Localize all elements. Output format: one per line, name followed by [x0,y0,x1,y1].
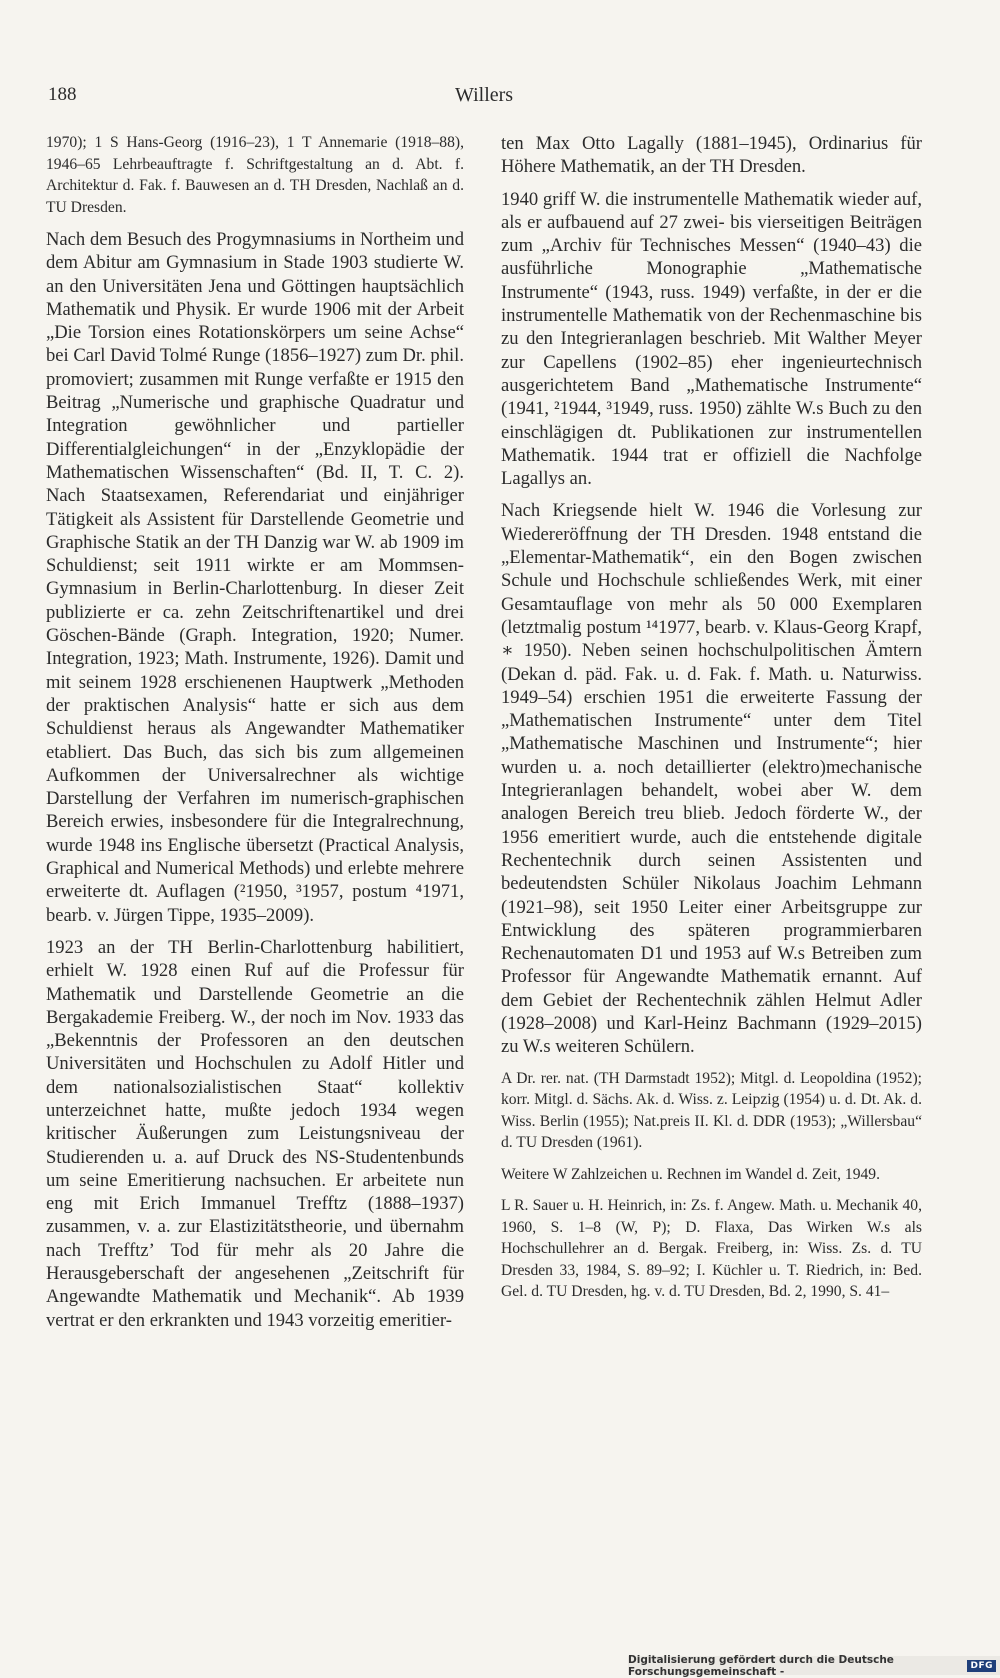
paragraph: Nach dem Besuch des Progymnasiums in Northeim und dem Abitur am Gymnasium in Stade 1903 studierte W. an den Universitäten Jena und Göttingen hauptsächlich Mathematik und Physik. Er wurde 1906 mit der Arbeit „Die Torsion eines Rotationskörpers um seine Achse“ bei Carl David Tolmé Runge (1856–1927) zum Dr. phil. promoviert; zusammen mit Runge verfaßte er 1915 den Beitrag „Numerische und graphische Quadratur und Integration gewöhnlicher und partieller Differentialgleichungen“ in der „Enzyklopädie der Mathematischen Wissenschaften“ (Bd. II, T. C. 2). Nach Staatsexamen, Referendariat und einjähriger Tätigkeit als Assistent für Darstellende Geometrie und Graphische Statik an der TH Danzig war W. ab 1909 im Schuldienst; seit 1911 wirkte er am Mommsen-Gymnasium in Berlin-Charlottenburg. In dieser Zeit publizierte er ca. zehn Zeitschriftenartikel und drei Göschen-Bände (Graph. Integration, 1920; Numer. Integration, 1923; Math. Instrumente, 1926). Damit und mit seinem 1928 erschienenen Hauptwerk „Methoden der praktischen Analysis“ hatte er sich aus dem Schuldienst heraus als Angewandter Mathematiker etabliert. Das Buch, das sich bis zum allgemeinen Aufkommen der Universalrechner als wichtige Darstellung der Verfahren im numerisch-graphischen Bereich erwies, insbesondere für die Integralrechnung, wurde 1948 ins Englische übersetzt (Practical Analysis, Graphical and Numerical Methods) und erlebte mehrere erweiterte dt. Auflagen (²1950, ³1957, postum ⁴1971, bearb. v. Jürgen Tippe, 1935–2009). [46,229,464,926]
right-column [501,132,922,1313]
page-number: 188 [48,84,77,105]
further-works-note: Weitere W Zahlzeichen u. Rechnen im Wandel d. Zeit, 1949. [501,1165,880,1183]
paragraph: 1970); 1 S Hans-Georg (1916–23), 1 T Annemarie (1918–88), 1946–65 Lehrbeauftragte f. Schriftgestaltung an d. Abt. f. Architektur d. Fak. f. Bauwesen an d. TH Dresden, Nachlaß an d. TU Dresden. [46,134,464,216]
paragraph: 1940 griff W. die instrumentelle Mathematik wieder auf, als er aufbauend auf 27 zwei- bis vierseitigen Beiträgen zum „Archiv für Technisches Messen“ (1940–43) die ausführliche Monographie „Mathematische Instrumente“ (1943, russ. 1949) verfaßte, in der er die instrumentelle Mathematik von der Rechenmaschine bis zu den Integrieranlagen beschrieb. Mit Walther Meyer zur Capellens (1902–85) eher ingenieurtechnisch ausgerichtetem Band „Mathematische Instrumente“ (1941, ²1944, ³1949, russ. 1950) zählte W.s Buch zu den einschlägigen dt. Publikationen zur instrumentellen Mathematik. 1944 trat er offiziell die Nachfolge Lagallys an. [501,188,922,490]
paragraph: Nach Kriegsende hielt W. 1946 die Vorlesung zur Wiedereröffnung der TH Dresden. 1948 entstand die „Elementar-Mathematik“, ein den Bogen zwischen Schule und Hochschule schließendes Werk, mit einer Gesamtauflage von mehr als 50 000 Exemplaren (letztmalig postum ¹⁴1977, bearb. v. Klaus-Georg Krapf, ∗ 1950). Neben seinen hochschulpolitischen Ämtern (Dekan d. päd. Fak. u. d. Fak. f. Math. u. Naturwiss. 1949–54) erschien 1951 die erweiterte Fassung der „Mathematischen Instrumente“ unter dem Titel „Mathematische Maschinen und Instrumente“; hier wurden u. a. noch detaillierter (elektro)mechanische Integrieranlagen behandelt, wobei aber W. dem analogen Bereich treu blieb. Jedoch förderte W., der 1956 emeritiert wurde, auch die entstehende digitale Rechentechnik durch seinen Assistenten und bedeutendsten Schüler Nikolaus Joachim Lehmann (1921–98), seit 1950 Leiter einer Arbeitsgruppe zur Entwicklung des späteren programmierbaren Rechenautomaten D1 und 1953 auf W.s Betreiben zum Professor für Angewandte Mathematik ernannt. Auf dem Gebiet der Rechentechnik zählen Helmut Adler (1928–2008) und Karl-Heinz Bachmann (1929–2015) zu W.s weiteren Schülern. [501,500,922,1058]
paragraph: 1923 an der TH Berlin-Charlottenburg habilitiert, erhielt W. 1928 einen Ruf auf die Professur für Mathematik und Darstellende Geometrie an die Bergakademie Freiberg. W., der noch im Nov. 1933 das „Bekenntnis der Professoren an den deutschen Universitäten und Hochschulen zu Adolf Hitler und dem nationalsozialistischen Staat“ kollektiv unterzeichnet hatte, mußte jedoch 1934 wegen kritischer Äußerungen zum Leistungsniveau der Studierenden u. a. auf Druck des NS-Studentenbunds um seine Emeritierung nachsuchen. Er arbeitete nun eng mit Erich Immanuel Trefftz (1888–1937) zusammen, v. a. zur Elastizitätstheorie, und übernahm nach Trefftz’ Tod für mehr als 20 Jahre die Herausgeberschaft der angesehenen „Zeitschrift für Angewandte Mathematik und Mechanik“. Ab 1939 vertrat er den erkrankten und 1943 vorzeitig emeritier- [46,936,464,1331]
running-head: Willers [455,84,514,106]
left-column [46,132,464,1341]
literature-note: L R. Sauer u. H. Heinrich, in: Zs. f. Angew. Math. u. Mechanik 40, 1960, S. 1–8 (W, P); D. Flaxa, Das Wirken W.s als Hochschullehrer an d. Bergak. Freiberg, in: Wiss. Zs. d. TU Dresden 33, 1984, S. 89–92; I. Küchler u. T. Riedrich, in: Bed. Gel. d. TU Dresden, hg. v. d. TU Dresden, Bd. 2, 1990, S. 41– [501,1197,922,1301]
dfg-logo: DFG [967,1660,996,1672]
awards-note: A Dr. rer. nat. (TH Darmstadt 1952); Mitgl. d. Leopoldina (1952); korr. Mitgl. d. Sächs. Ak. d. Wiss. z. Leipzig (1954) u. d. Dt. Ak. d. Wiss. Berlin (1955); Nat.preis II. Kl. d. DDR (1953); „Willersbau“ d. TU Dresden (1961). [501,1069,922,1152]
paragraph: ten Max Otto Lagally (1881–1945), Ordinarius für Höhere Mathematik, an der TH Dresden. [501,133,922,178]
footer-text: Digitalisierung gefördert durch die Deutsche Forschungsgemeinschaft - [628,1653,894,1678]
digitization-footer [628,1653,1000,1678]
